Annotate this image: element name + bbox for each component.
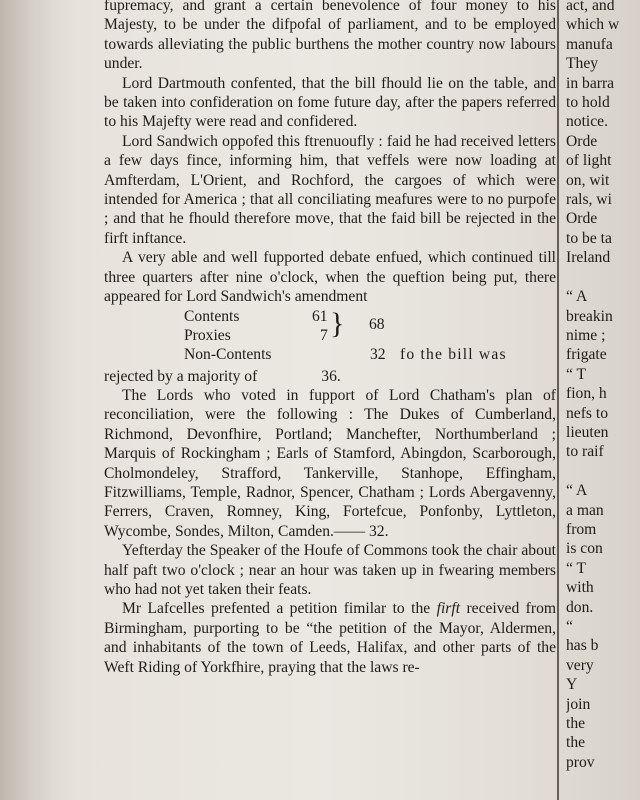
page-fold-shadow bbox=[0, 0, 52, 800]
right-column-line bbox=[566, 462, 640, 481]
right-column-line: nime ; bbox=[566, 326, 606, 344]
right-column-line: the bbox=[566, 715, 586, 733]
proxies-count: 7 bbox=[320, 326, 328, 344]
right-column-line: the bbox=[566, 734, 586, 752]
right-column-line: lieuten bbox=[566, 423, 609, 441]
right-column-line: Orde bbox=[566, 132, 598, 150]
contents-count: 61 bbox=[312, 307, 328, 325]
non-contents-label: Non-Contents bbox=[184, 345, 272, 363]
right-column-line: prov bbox=[566, 753, 595, 771]
right-column-line: fion, h bbox=[566, 385, 607, 403]
right-column-line: manufa bbox=[566, 35, 613, 53]
paragraph-sandwich: Lord Sandwich oppofed this ftrenuoufly : faid he had received letters a few days fince, informing him, that veffels were now loading at Amfterdam, L'Orient, and Rochford, the cargoes of which were intended for America ; that all conciliating meafures were to no purpofe ; and that he fhould therefore move, that the faid bill be rejected in the firft inftance. bbox=[104, 132, 556, 247]
column-rule bbox=[557, 0, 559, 800]
non-contents-count: 32 bbox=[370, 345, 386, 363]
right-column-line: of light bbox=[566, 152, 612, 170]
right-column-line: They bbox=[566, 55, 599, 73]
right-column-line: “ bbox=[566, 618, 573, 635]
right-column-line bbox=[566, 268, 640, 287]
paragraph-debate: A very able and well fupported debate enfued, which continued till three quarters after nine o'clock, when the queftion being put, there appeared for Lord Sandwich's amendment bbox=[104, 249, 556, 306]
right-column-line: rals, wi bbox=[566, 191, 612, 209]
contents-label: Contents bbox=[184, 307, 240, 325]
right-column-line: Ireland bbox=[566, 249, 611, 267]
main-column bbox=[104, 0, 556, 677]
right-column-line: “ A bbox=[566, 288, 588, 306]
right-column-line: from bbox=[566, 520, 597, 538]
majority-count: 36. bbox=[321, 367, 341, 385]
right-column-line: don. bbox=[566, 598, 594, 616]
right-column-line: notice. bbox=[566, 113, 608, 131]
right-column-line: nefs to bbox=[566, 404, 609, 422]
right-column-line: to be ta bbox=[566, 229, 612, 247]
right-column-line: to raif bbox=[566, 443, 604, 461]
right-column-line: which w bbox=[566, 16, 620, 34]
lascelles-text-a: Mr Lafcelles prefented a petition fimilar to the bbox=[122, 600, 437, 618]
right-column-line: “ T bbox=[566, 559, 587, 577]
vote-result-text: fo the bill was bbox=[400, 345, 507, 363]
contents-total: 68 bbox=[369, 315, 385, 333]
paragraph-dartmouth: Lord Dartmouth confented, that the bill fhould lie on the table, and be taken into confideration on fome future day, after the papers referred to his Majefty were read and confidered. bbox=[104, 74, 556, 131]
paragraph-benevolence: fupremacy, and grant a certain benevolence of four money to his Majesty, to be under the difpofal of parliament, and to be employed towards alleviating the public burthens the mother country now labours under. bbox=[104, 0, 556, 73]
right-column-line: has b bbox=[566, 637, 599, 655]
right-column-line: breakin bbox=[566, 307, 613, 325]
right-column-line: very bbox=[566, 656, 594, 674]
right-column-line: in barra bbox=[566, 74, 615, 92]
right-column-line: on, wit bbox=[566, 171, 610, 189]
right-column-line: is con bbox=[566, 540, 603, 558]
right-column-line: join bbox=[566, 695, 591, 713]
right-column-line: to hold bbox=[566, 94, 610, 112]
right-column-line: “ T bbox=[566, 365, 587, 383]
right-column-line: frigate bbox=[566, 346, 607, 364]
right-column-line: a man bbox=[566, 501, 604, 519]
proxies-label: Proxies bbox=[184, 326, 231, 344]
right-column-line: with bbox=[566, 579, 594, 597]
paragraph-lords-list: The Lords who voted in fupport of Lord Chatham's plan of reconciliation, were the following : The Dukes of Cumberland, Richmond, Devonfhire, Portland; Manchefter, Northumberland ; Marquis of Rockingham ; Earls of Stamford, Abingdon, Scarborough, Cholmondeley, Strafford, Tankerville, Stanhope, Effingham, Fitzwilliams, Temple, Radnor, Spencer, Chatham ; Lords Abergavenny, Ferrers, Craven, Romney, King, Fortefcue, Ponfonby, Lyttleton, Wycombe, Sondes, Milton, Camden.—— 32. bbox=[104, 386, 556, 540]
majority-text: rejected by a majority of bbox=[104, 367, 258, 385]
right-column-line: “ A bbox=[566, 482, 588, 500]
right-column-line: act, and bbox=[566, 0, 615, 14]
right-column-line: Y bbox=[566, 676, 578, 694]
lascelles-text-b: received from Birmingham, purporting to be “the petition of the Mayor, Aldermen, and inhabitants of the town of Leeds, Halifax, and other parts of the Weft Riding of Yorkfhire, praying that the laws re- bbox=[104, 600, 556, 676]
right-column-fragment bbox=[566, 0, 640, 772]
vote-tally bbox=[104, 307, 556, 367]
brace-glyph: } bbox=[330, 306, 345, 340]
paragraph-speaker: Yefterday the Speaker of the Houfe of Commons took the chair about half paft two o'clock ; near an hour was taken up in fwearing members who had not yet taken their feats. bbox=[104, 542, 556, 598]
paragraph-lascelles bbox=[104, 599, 556, 677]
right-column-line: Orde bbox=[566, 210, 598, 228]
lascelles-emphasis: firft bbox=[436, 600, 461, 618]
majority-line bbox=[104, 367, 556, 386]
